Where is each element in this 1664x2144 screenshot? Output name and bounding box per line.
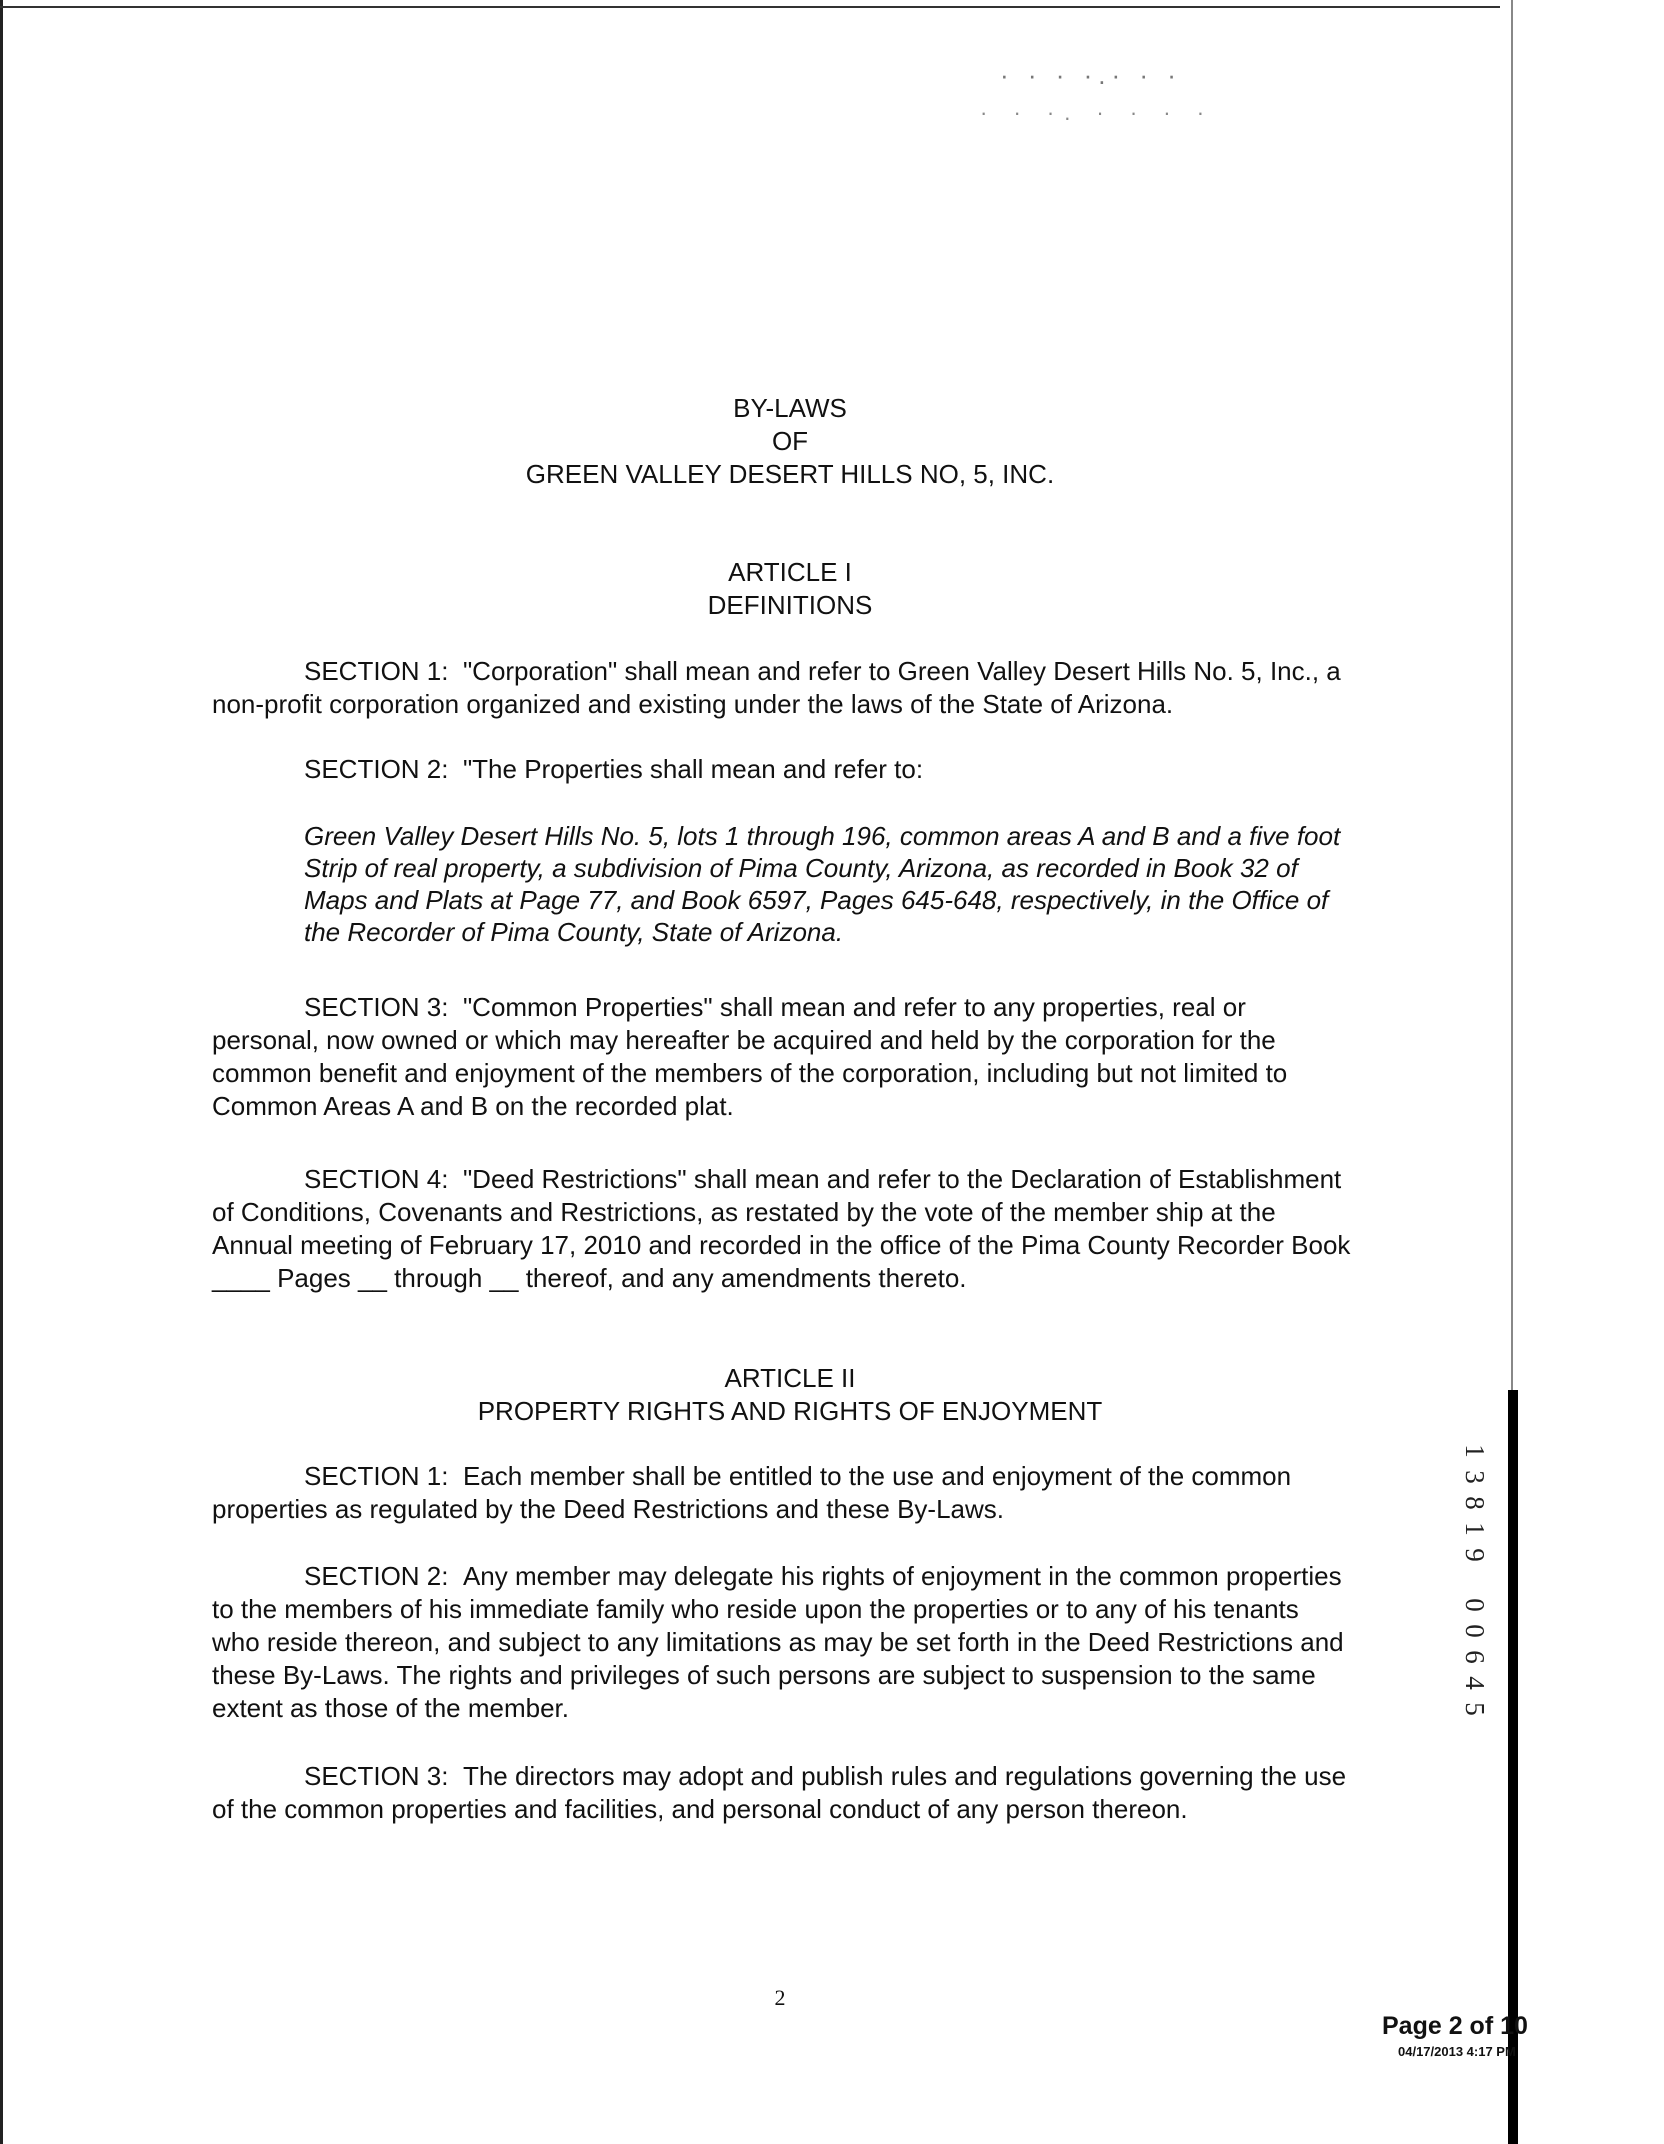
stamp-digit: 6 [1460,1650,1490,1664]
stamp-digit: 9 [1460,1548,1490,1562]
stamp-digit: 0 [1460,1624,1490,1638]
section-label: SECTION 4: [304,1164,449,1194]
title-line-3: GREEN VALLEY DESERT HILLS NO, 5, INC. [525,459,1055,489]
scan-noise: · · · ·.· · · [1000,60,1182,90]
stamp-digit: 4 [1460,1676,1490,1690]
section-text: The directors may adopt and publish rules and regulations governing the use of the common properties and facilities, and personal conduct of any person thereon. [212,1761,1347,1824]
stamp-gap [1460,1568,1490,1592]
stamp-digit: 1 [1460,1444,1490,1458]
title-line-2: OF [771,426,809,456]
article-1-section-2 [212,753,1352,786]
article-1-section-3 [212,991,1352,1123]
print-timestamp: 04/17/2013 4:17 PM [1398,2044,1516,2059]
article-2-section-2 [212,1560,1352,1725]
section-label: SECTION 1: [304,656,449,686]
section-text: "Common Properties" shall mean and refer to any properties, real or personal, now owned or which may hereafter be acquired and held by the corporation for the common benefit and enjoyment of the members of the corporation, including but not limited to Common Areas A and B on the recorded plat. [212,992,1288,1121]
scan-top-edge-right [1350,6,1500,8]
section-text: Any member may delegate his rights of enjoyment in the common properties to the members of his immediate family who reside upon the properties or to any of his tenants who reside thereon, and subject to any limitations as may be set forth in the Deed Restrictions and these By-Laws. The rights and privileges of such persons are subject to suspension to the same extent as those of the member. [212,1561,1344,1723]
stamp-digit: 5 [1460,1702,1490,1716]
stamp-digit: 8 [1460,1496,1490,1510]
title-line-1: BY-LAWS [733,393,847,423]
article-1-subheading: DEFINITIONS [707,590,873,620]
stamp-digit: 0 [1460,1598,1490,1612]
article-1-section-1 [212,655,1352,721]
article-1-section-2-description: Green Valley Desert Hills No. 5, lots 1 through 196, common areas A and B and a five foot Strip of real property, a subdivision of Pima County, Arizona, as recorded in Book 32 of Maps and Plats at Page 77, and Book 6597, Pages 645-648, respectively, in the Office of the Recorder of Pima County, State of Arizona. [304,821,1341,947]
section-text: "The Properties shall mean and refer to: [462,754,924,784]
article-1-heading: ARTICLE I [728,557,852,587]
section-text: Each member shall be entitled to the use and enjoyment of the common properties as regulated by the Deed Restrictions and these By-Laws. [212,1461,1292,1524]
stamp-digit: 3 [1460,1470,1490,1484]
scan-left-edge [0,0,3,2144]
article-2-subheading: PROPERTY RIGHTS AND RIGHTS OF ENJOYMENT [477,1396,1103,1426]
page-number: 2 [774,1985,786,2010]
section-label: SECTION 2: [304,1561,449,1591]
section-label: SECTION 3: [304,1761,449,1791]
article-1-section-4 [212,1163,1352,1295]
section-text: "Deed Restrictions" shall mean and refer to the Declaration of Establishment of Conditions, Covenants and Restrictions, as restated by the vote of the member ship at the Annual meeting of February 17, 2010 and recorded in the office of the Pima County Recorder Book ____ Pages __ through __ thereof, and any amendments thereto. [212,1164,1351,1293]
stamp-digit: 1 [1460,1522,1490,1536]
section-label: SECTION 1: [304,1461,449,1491]
article-2-section-1 [212,1460,1352,1526]
section-text: "Corporation" shall mean and refer to Green Valley Desert Hills No. 5, Inc., a non-profit corporation organized and existing under the laws of the State of Arizona. [212,656,1341,719]
article-2-section-3 [212,1760,1352,1826]
scan-noise: · · ·. · · · · [980,100,1215,125]
page-of-count: Page 2 of 10 [1382,2012,1528,2040]
recorder-stamp [1460,1438,1490,1722]
scan-right-line [1511,0,1513,1390]
section-label: SECTION 2: [304,754,449,784]
scan-top-edge [0,6,1420,8]
section-label: SECTION 3: [304,992,449,1022]
article-2-heading: ARTICLE II [724,1363,856,1393]
